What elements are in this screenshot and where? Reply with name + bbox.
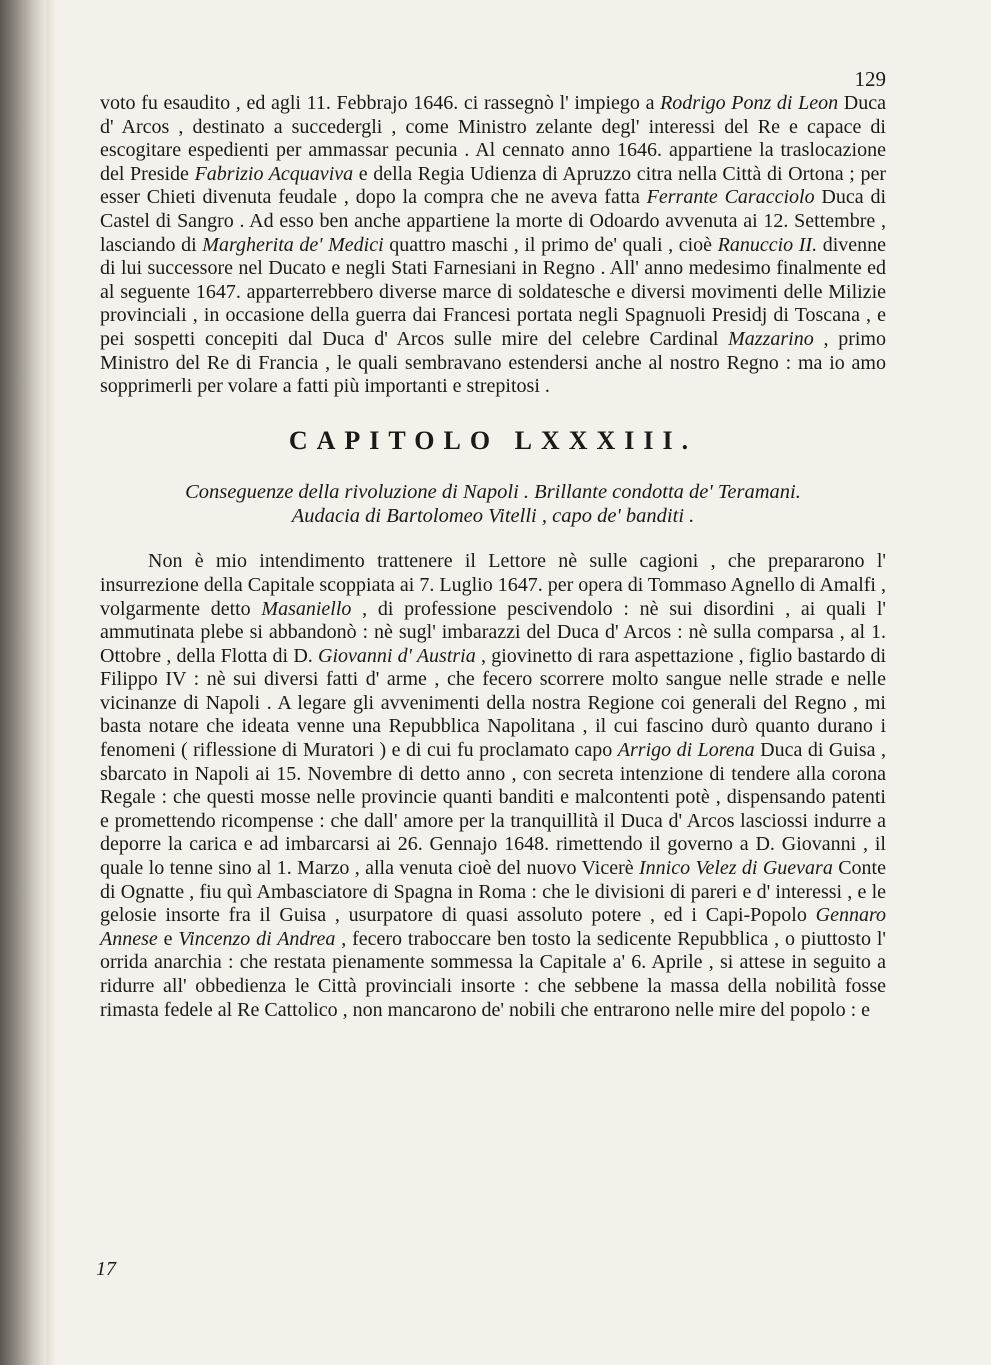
text-run: , giovinetto di rara aspettazione , figlio bastardo di Filippo IV : nè sui diversi fatti d' arme , che fecero scorrere molto sangue nelle strade e nelle vicinanze di Napoli . A legare gli avvenimenti della nostra Regione coi generali del Regno , mi basta notare che ideata venne una Repubblica Napolitana , il cui fascino durò quanto durano i fenomeni ( riflessione di Muratori ) e di cui fu proclamato capo [100, 644, 887, 762]
signature-mark: 17 [96, 1258, 116, 1280]
italic-name: Masaniello [261, 597, 352, 620]
text-run: divenne di lui successore nel Ducato e negli Stati Farnesiani in Regno . All' anno medesimo finalmente ed al seguente 1647. apparterrebbero diverse marce di soldatesche e diversi movimenti delle Milizie provinciali , in occasione della guerra dai Francesi portata negli Spagnuoli Presidj di Toscana , e pei sospetti concepiti dal Duca d' Arcos sulle mire del celebre Cardinal [100, 233, 887, 350]
page-gutter [46, 0, 56, 1365]
text-run: Duca di Guisa , sbarcato in Napoli ai 15. Novembre di detto anno , con secreta intenzione di tendere alla corona Regale : che questi mosse nelle provincie quanti banditi e malcontenti potè , dispensando patenti e promettendo ricompense : che dall' amore per la tranquillità il Duca d' Arcos lasciossi indurre a deporre la carica e ad imbarcarsi ai 26. Gennajo 1648. rimettendo il governo a D. Giovanni , il quale lo tenne sino al 1. Marzo , alla venuta cioè del nuovo Vicerè [100, 739, 886, 880]
paragraph-1 [100, 68, 886, 399]
italic-name: Rodrigo Ponz di Leon [660, 92, 839, 114]
italic-name: Ranuccio II. [717, 233, 818, 256]
paragraph-2 [100, 550, 886, 1022]
book-page [100, 68, 886, 1022]
text-run: , di professione pescivendolo : nè sui disordini , ai quali l' ammutinata plebe si abbandonò : nè sugl' imbarazzi del Duca d' Arcos : nè sulla comparsa , al 1. Ottobre , della Flotta di D. [100, 597, 886, 667]
chapter-subtitle-line-1: Conseguenze della rivoluzione di Napoli . Brillante condotta de' Teramani. [185, 481, 801, 504]
text-run: Duca di Castel di Sangro . Ad esso ben anche appartiene la morte di Odoardo avvenuta ai 12. Settembre , lasciando di [100, 186, 886, 256]
italic-name: Arrigo di Lorena [617, 739, 755, 762]
text-run: e della Regia Udienza di Apruzzo citra nella Città di Ortona ; per esser Chieti divenuta feudale , dopo la compra che ne aveva fatta [100, 162, 886, 209]
text-run: Non è mio intendimento trattenere il Lettore nè sulle cagioni , che prepararono l' insurrezione della Capitale scoppiata ai 7. Luglio 1647. per opera di Tommaso Agnello di Amalfi , volgarmente detto [100, 550, 886, 620]
page-number: 129 [854, 67, 886, 91]
text-run: Duca d' Arcos , destinato a succedergli , come Ministro zelante degl' interessi del Re e capace di escogitare espedienti per ammassar pecunia . Al cennato anno 1646. appartiene la traslocazione del Preside [100, 92, 886, 185]
text-run: Conte di Ognatte , fiu quì Ambasciatore di Spagna in Roma : che le divisioni di pareri e d' interessi , e le gelosie insorte fra il Guisa , usurpatore di quasi assoluto potere , ed i Capi-Popolo [100, 857, 886, 927]
chapter-subtitle-line-2: Audacia di Bartolomeo Vitelli , capo de' banditi . [291, 505, 695, 528]
text-run: quattro maschi , il primo de' quali , cioè [383, 233, 718, 256]
italic-name: Giovanni d' Austria [318, 644, 476, 667]
text-run: e [157, 927, 179, 950]
italic-name: Fabrizio Acquaviva [194, 162, 354, 185]
italic-name: Vincenzo di Andrea [178, 927, 336, 950]
book-spine-shadow [0, 0, 46, 1365]
chapter-subtitle [100, 480, 886, 528]
italic-name: Ferrante Caracciolo [646, 186, 815, 209]
text-run: , primo Ministro del Re di Francia , le quali sembravano estendersi anche al nostro Regno : ma io amo sopprimerli per volare a fatti più importanti e strepitosi . [100, 327, 886, 398]
italic-name: Innico Velez di Guevara [639, 857, 833, 880]
italic-name: Gennaro Annese [100, 904, 886, 950]
italic-name: Margherita de' Medici [202, 233, 384, 256]
italic-name: Mazzarino [728, 327, 814, 350]
chapter-heading: CAPITOLO LXXXIII. [288, 425, 698, 455]
text-run: , fecero traboccare ben tosto la sedicente Repubblica , o piuttosto l' orrida anarchia : che restata pienamente sommessa la Capitale a' 6. Aprile , si attese in seguito a ridurre all' obbedienza le Città provinciali insorte : che sebbene la massa della nobilità fosse rimasta fedele al Re Cattolico , non mancarono de' nobili che entrarono nelle mire del popolo : e [100, 927, 886, 1021]
text-run: voto fu esaudito , ed agli 11. Febbrajo 1646. ci rassegnò l' impiego a [100, 92, 661, 114]
